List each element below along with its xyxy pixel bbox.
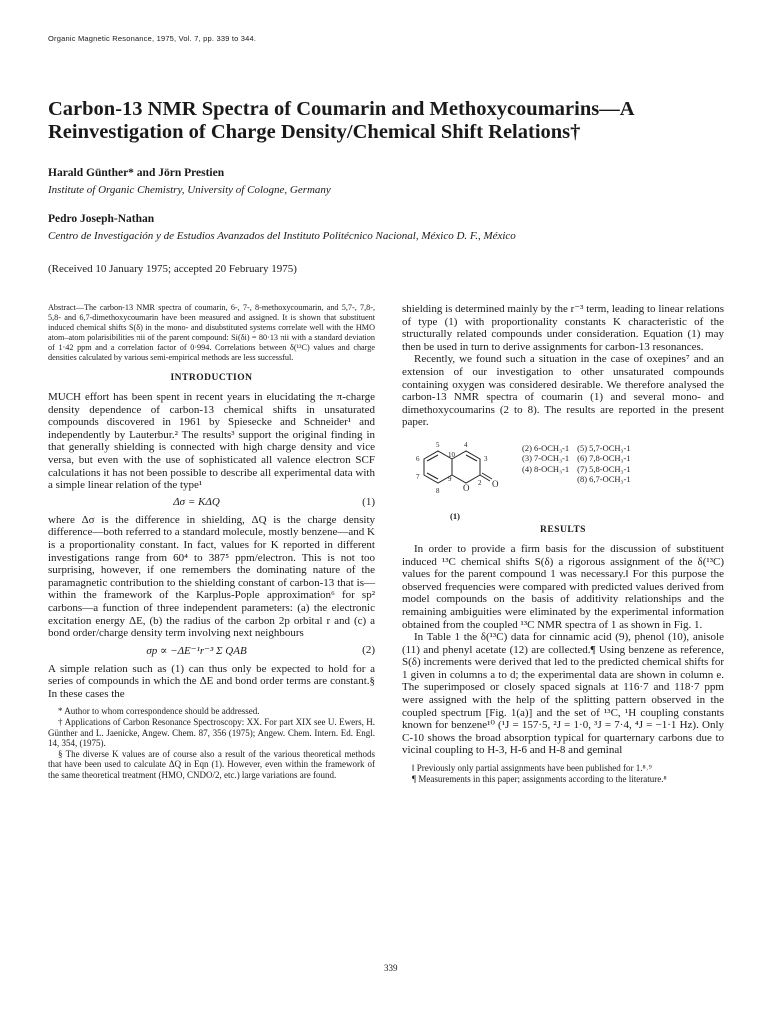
ring-number-10: 10 xyxy=(448,450,455,459)
affiliation-primary: Institute of Organic Chemistry, University of Cologne, Germany xyxy=(48,184,331,196)
substituent-item: (4) 8-OCH₃-1 xyxy=(522,463,570,474)
substituent-list-a xyxy=(522,443,569,475)
equation-2 xyxy=(48,644,375,657)
ring-number-8: 8 xyxy=(436,486,440,495)
ring-number-4: 4 xyxy=(464,440,468,449)
equation-1 xyxy=(48,496,375,508)
intro-paragraph-1: MUCH effort has been spent in recent years in elucidating the π-charge density dependence of carbon-13 chemical shifts in unsaturated compounds discovered in 1961 by Spiesecke and Schneider¹ and independently by Lauterbur.² The results³ support the original finding in that generally shielding is connected with high charge density and vice versa, but even with the use of sophisticated all valence electron SCF calculations it has not been possible to describe all experimental data with a simple linear relation of the type¹ xyxy=(48,391,375,492)
right-paragraph-2: Recently, we found such a situation in the case of oxepines⁷ and an extension of our investigation to other unsaturated compounds containing oxygen was considered desirable. We therefore analysed the carbon-13 NMR spectra of coumarin (1) and several mono- and dimethoxycoumarins (2 to 8). The results are reported in the present paper. xyxy=(402,353,724,429)
intro-paragraph-2: where Δσ is the difference in shielding, ΔQ is the charge density difference—both referred to a standard molecule, mostly benzene—and K is a proportionality constant. In fact, values for K reported in different investigations range from 60⁴ to 387⁵ ppm/electron. This is not too surprising, however, if one remembers the dominating nature of the paramagnetic contribution to the shielding constant of carbon-13 that is—within the framework of the Karplus-Pople approximation⁶ for sp² carbons—a function of three independent parameters: (a) the electronic excitation energy ΔE, (b) the radius of the carbon 2p orbital r and (c) a bond order/charge density term involving next neighbours xyxy=(48,513,375,640)
authors-secondary: Pedro Joseph-Nathan xyxy=(48,213,155,225)
substituent-item: (3) 7-OCH₃-1 xyxy=(522,453,570,464)
left-column xyxy=(48,303,375,781)
authors-primary: Harald Günther* and Jörn Prestien xyxy=(48,167,225,179)
ring-number-5: 5 xyxy=(436,440,440,449)
coumarin-figure xyxy=(402,437,724,521)
received-dates: (Received 10 January 1975; accepted 20 February 1975) xyxy=(48,263,297,275)
equation-2-expr: σp ∝ −ΔE⁻¹r⁻³ Σ QAB xyxy=(146,644,247,657)
title-line-2: Reinvestigation of Charge Density/Chemical Shift Relations† xyxy=(48,121,581,143)
results-paragraph-2: In Table 1 the δ(¹³C) data for cinnamic acid (9), phenol (10), anisole (11) and phenyl acetate (12) are collected.¶ Using benzene as reference, S(δ) increments were derived that led to the predicted chemical shifts for 1 given in columns a to d; the experimental data are shown in column e. The superimposed or closely spaced signals at 116·7 and 118·7 ppm were assigned with the help of the splitting pattern observed in the coupled spectrum [Fig. 1(a)] and the set of ¹³C, ¹H coupling constants known for benzene¹⁰ (¹J = 157·5, ²J = 1·0, ³J = 7·4, ⁴J = −1·1 Hz). Only C-10 shows the broad absorption typical for quarternary carbons due to vicinal coupling to H-3, H-6 and H-8 and geminal xyxy=(402,631,724,757)
right-column xyxy=(402,303,724,784)
introduction-heading: INTRODUCTION xyxy=(170,373,253,383)
substituent-item: (5) 5,7-OCH₃-1 xyxy=(577,442,631,453)
article-title xyxy=(48,98,738,144)
ring-number-9: 9 xyxy=(448,474,452,483)
structure-label: (1) xyxy=(450,510,460,521)
footnote-k-values: § The diverse K values are of course also a result of the various theoretical methods that have been used to calculate ΔQ in Eqn (1). However, even within the framework of the same theoretical treatment (HMO, CNDO/2, etc.) large variations are found. xyxy=(48,748,375,781)
ring-oxygen-1: O xyxy=(463,482,470,493)
equation-2-number: (2) xyxy=(362,643,375,656)
right-footnotes xyxy=(402,763,724,784)
ring-number-7: 7 xyxy=(416,472,420,481)
coumarin-structure xyxy=(402,437,514,521)
abstract-label: Abstract xyxy=(48,303,76,312)
footnote-measurements: ¶ Measurements in this paper; assignments according to the literature.⁸ xyxy=(412,773,667,784)
footnote-partial-assignments: ‖ Previously only partial assignments have been published for 1.⁸˒⁹ xyxy=(412,763,652,774)
abstract xyxy=(48,303,375,363)
ring-number-3: 3 xyxy=(484,454,488,463)
left-footnotes xyxy=(48,706,375,780)
substituent-item: (8) 6,7-OCH₃-1 xyxy=(577,474,631,485)
substituent-item: (7) 5,8-OCH₃-1 xyxy=(577,463,631,474)
equation-1-number: (1) xyxy=(362,495,375,508)
substituent-list-b xyxy=(577,443,630,485)
coumarin-structure-drawing xyxy=(402,437,514,509)
intro-paragraph-3: A simple relation such as (1) can thus only be expected to hold for a series of compounds in which the ΔE and bond order terms are constant.§ In these cases the xyxy=(48,662,375,700)
journal-header: Organic Magnetic Resonance, 1975, Vol. 7, pp. 339 to 344. xyxy=(48,34,257,43)
results-paragraph-1: In order to provide a firm basis for the discussion of substituent induced ¹³C chemical shifts S(δ) a rigorous assignment of the δ(¹³C) values for the parent compound 1 was necessary.‖ For this purpose the observed frequencies were compared with predicted values derived from model compounds on the basis of additivity relationships and the remaining ambiguities were eliminated by the experimental information obtained from the coupled ¹³C NMR spectra of 1 as shown in Fig. 1. xyxy=(402,542,724,631)
affiliation-secondary: Centro de Investigación y de Estudios Avanzados del Instituto Politécnico Nacional, México D. F., México xyxy=(48,230,516,242)
page-number: 339 xyxy=(384,963,398,973)
footnote-corresponding: * Author to whom correspondence should be addressed. xyxy=(58,706,260,717)
carbonyl-oxygen: O xyxy=(492,478,499,489)
ring-number-2: 2 xyxy=(478,478,482,487)
substituent-item: (2) 6-OCH₃-1 xyxy=(522,442,570,453)
equation-1-expr: Δσ = KΔQ xyxy=(173,495,220,508)
results-heading: RESULTS xyxy=(540,524,586,535)
right-paragraph-1: shielding is determined mainly by the r⁻³ term, leading to linear relations of type (1) with proportionality constants K characteristic of the structurally related compounds under consideration. Equation (1) may then be used in turn to derive assignments for carbon-13 resonances. xyxy=(402,303,724,353)
footnote-series: † Applications of Carbon Resonance Spectroscopy: XX. For part XIX see U. Ewers, H. Günther and L. Jaenicke, Angew. Chem. 87, 356 (1975); Angew. Chem. Intern. Ed. Engl. 14, 354, (1975). xyxy=(48,717,375,749)
abstract-text: —The carbon-13 NMR spectra of coumarin, 6-, 7-, 8-methoxycoumarin, and 5,7-, 7,8-, 5,8- and 6,7-dimethoxycoumarin have been measured and assigned. It is shown that substituent induced chemical shifts S(δ) in the mono- and disubstituted systems correlate well with the HMO atom–atom polarisibilities πii of the parent compound: Si(δi) = 80·13 πii with a standard deviation of 1·42 ppm and a correlation factor of 0·994. Correlations between δ(¹³C) values and charge densities calculated by various semi-empirical methods are less successful. xyxy=(48,303,375,362)
ring-number-6: 6 xyxy=(416,454,420,463)
title-line-1: Carbon-13 NMR Spectra of Coumarin and Methoxycoumarins—A xyxy=(48,98,635,120)
substituent-item: (6) 7,8-OCH₃-1 xyxy=(577,453,631,464)
